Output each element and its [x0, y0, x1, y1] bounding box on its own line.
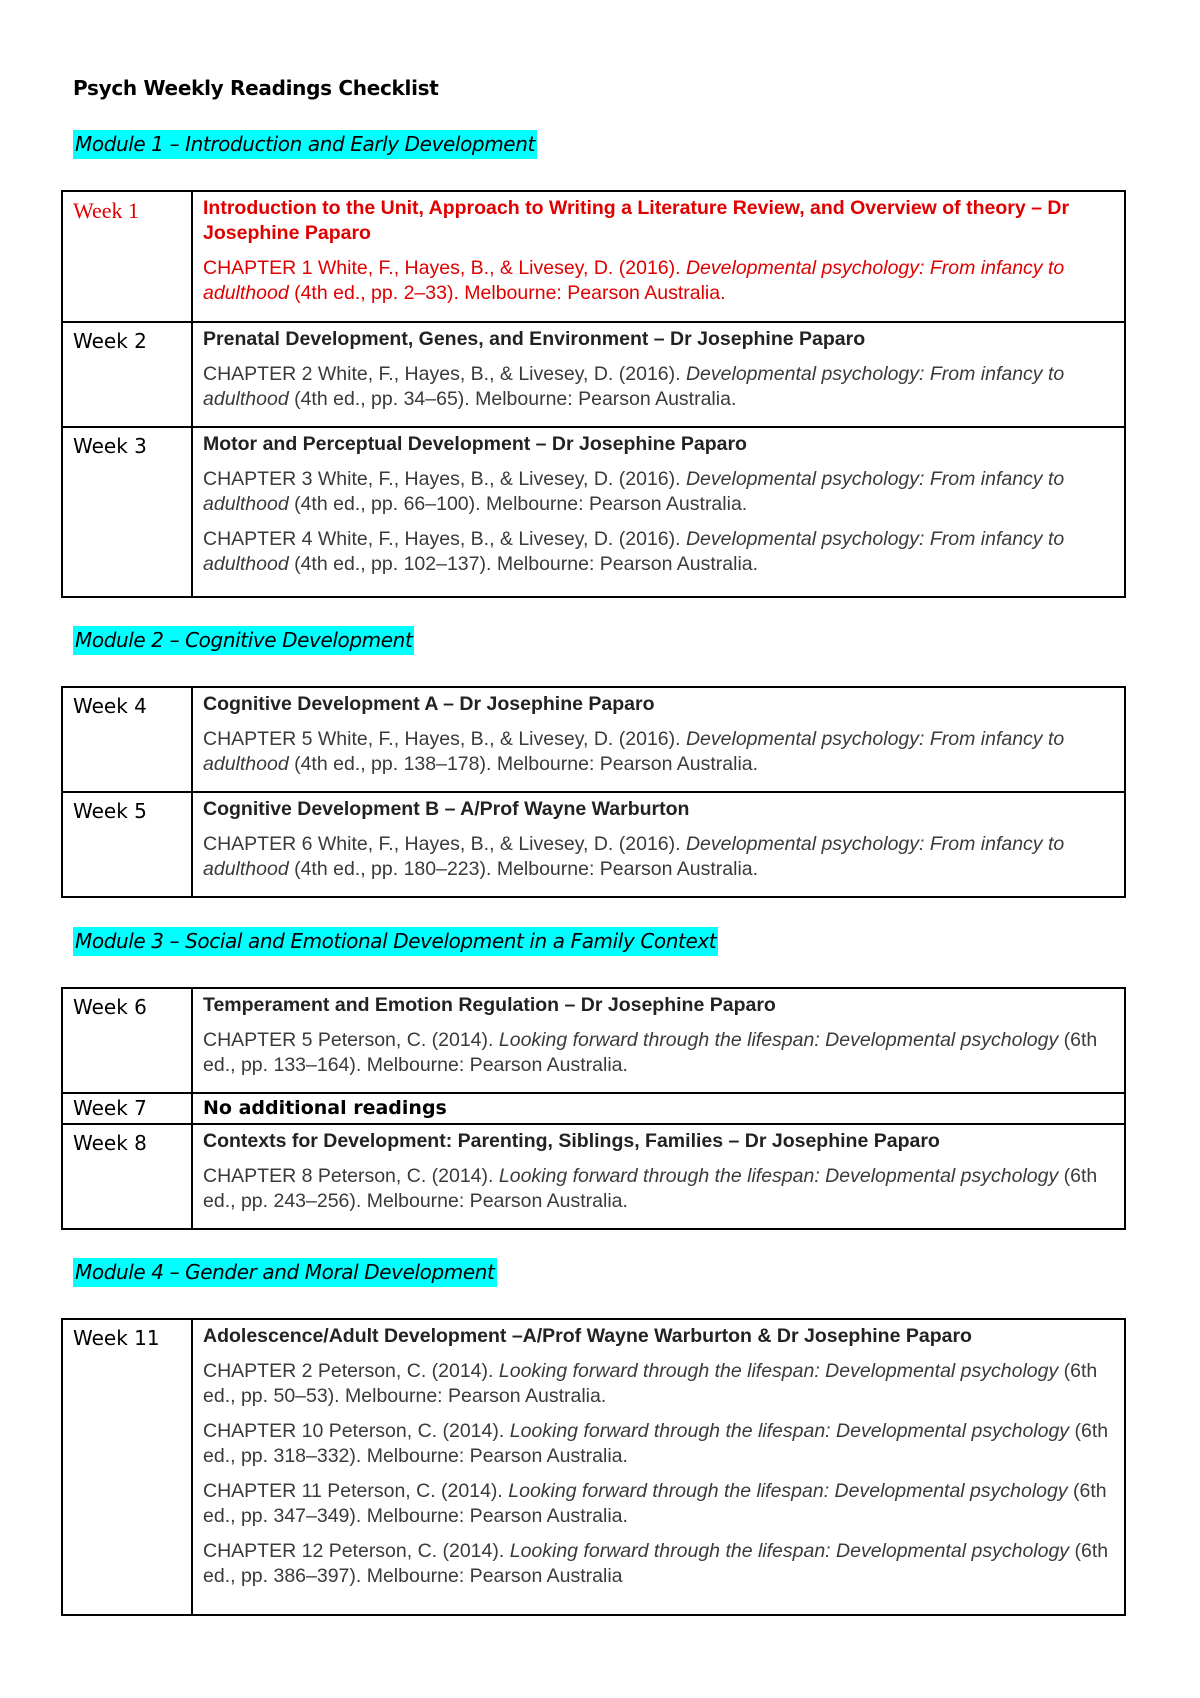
reading-reference: CHAPTER 1 White, F., Hayes, B., & Livesey, D. (2016). Developmental psychology: From infancy to adulthood (4th ed., pp. 2–33). Melbourne: Pearson Australia. [203, 257, 1065, 304]
module-1-table [61, 190, 1126, 598]
reading-reference: CHAPTER 5 White, F., Hayes, B., & Livesey, D. (2016). Developmental psychology: From infancy to adulthood (4th ed., pp. 138–178). Melbourne: Pearson Australia. [203, 728, 1065, 775]
week-label: Week 4 [62, 687, 192, 792]
reading-reference: CHAPTER 4 White, F., Hayes, B., & Livesey, D. (2016). Developmental psychology: From infancy to adulthood (4th ed., pp. 102–137). Melbourne: Pearson Australia. [203, 528, 1065, 575]
reading-reference: CHAPTER 2 White, F., Hayes, B., & Livesey, D. (2016). Developmental psychology: From infancy to adulthood (4th ed., pp. 34–65). Melbourne: Pearson Australia. [203, 363, 1065, 410]
table-row [62, 1319, 1125, 1615]
table-row [62, 988, 1125, 1093]
week-content [192, 427, 1125, 597]
week-topic: Motor and Perceptual Development – Dr Josephine Paparo [203, 433, 747, 455]
module-1-heading: Module 1 – Introduction and Early Development [73, 132, 537, 156]
reading-reference: CHAPTER 5 Peterson, C. (2014). Looking forward through the lifespan: Developmental psychology (6th ed., pp. 133–164). Melbourne: Pearson Australia. [203, 1029, 1098, 1076]
week-label: Week 7 [62, 1093, 192, 1124]
table-row [62, 322, 1125, 427]
document-title: Psych Weekly Readings Checklist [73, 76, 439, 100]
week-content [192, 792, 1125, 897]
week-content [192, 687, 1125, 792]
week-topic: Adolescence/Adult Development –A/Prof Wayne Warburton & Dr Josephine Paparo [203, 1325, 972, 1347]
reading-reference: CHAPTER 3 White, F., Hayes, B., & Livesey, D. (2016). Developmental psychology: From infancy to adulthood (4th ed., pp. 66–100). Melbourne: Pearson Australia. [203, 468, 1065, 515]
reading-reference: CHAPTER 2 Peterson, C. (2014). Looking forward through the lifespan: Developmental psychology (6th ed., pp. 50–53). Melbourne: Pearson Australia. [203, 1360, 1098, 1407]
module-4-heading: Module 4 – Gender and Moral Development [73, 1260, 497, 1284]
week-topic: Introduction to the Unit, Approach to Writing a Literature Review, and Overview of theory – Dr Josephine Paparo [203, 197, 1070, 244]
week-content [192, 191, 1125, 322]
module-2-table [61, 686, 1126, 898]
week-label: Week 6 [62, 988, 192, 1093]
table-row [62, 427, 1125, 597]
week-label: Week 2 [62, 322, 192, 427]
reading-reference: CHAPTER 11 Peterson, C. (2014). Looking forward through the lifespan: Developmental psychology (6th ed., pp. 347–349). Melbourne: Pearson Australia. [203, 1480, 1107, 1527]
week-topic: Prenatal Development, Genes, and Environment – Dr Josephine Paparo [203, 328, 866, 350]
module-3-heading: Module 3 – Social and Emotional Development in a Family Context [73, 929, 718, 953]
week-content [192, 988, 1125, 1093]
table-row [62, 792, 1125, 897]
table-row [62, 1124, 1125, 1229]
reading-reference: CHAPTER 10 Peterson, C. (2014). Looking forward through the lifespan: Developmental psychology (6th ed., pp. 318–332). Melbourne: Pearson Australia. [203, 1420, 1109, 1467]
module-4-table [61, 1318, 1126, 1616]
week-topic: Contexts for Development: Parenting, Siblings, Families – Dr Josephine Paparo [203, 1130, 940, 1152]
week-label: Week 11 [62, 1319, 192, 1615]
reading-reference: CHAPTER 6 White, F., Hayes, B., & Livesey, D. (2016). Developmental psychology: From infancy to adulthood (4th ed., pp. 180–223). Melbourne: Pearson Australia. [203, 833, 1065, 880]
week-label: Week 3 [62, 427, 192, 597]
week-topic: No additional readings [203, 1097, 447, 1119]
week-label: Week 8 [62, 1124, 192, 1229]
week-label: Week 1 [62, 191, 192, 322]
reading-reference: CHAPTER 12 Peterson, C. (2014). Looking forward through the lifespan: Developmental psychology (6th ed., pp. 386–397). Melbourne: Pearson Australia [203, 1540, 1109, 1587]
reading-reference: CHAPTER 8 Peterson, C. (2014). Looking forward through the lifespan: Developmental psychology (6th ed., pp. 243–256). Melbourne: Pearson Australia. [203, 1165, 1098, 1212]
table-row [62, 1093, 1125, 1124]
week-topic: Temperament and Emotion Regulation – Dr Josephine Paparo [203, 994, 776, 1016]
module-3-table [61, 987, 1126, 1230]
week-content [192, 1124, 1125, 1229]
week-topic: Cognitive Development B – A/Prof Wayne Warburton [203, 798, 690, 820]
week-content [192, 1093, 1125, 1124]
week-topic: Cognitive Development A – Dr Josephine Paparo [203, 693, 655, 715]
week-label: Week 5 [62, 792, 192, 897]
week-content [192, 1319, 1125, 1615]
module-2-heading: Module 2 – Cognitive Development [73, 628, 414, 652]
week-content [192, 322, 1125, 427]
table-row [62, 687, 1125, 792]
table-row [62, 191, 1125, 322]
